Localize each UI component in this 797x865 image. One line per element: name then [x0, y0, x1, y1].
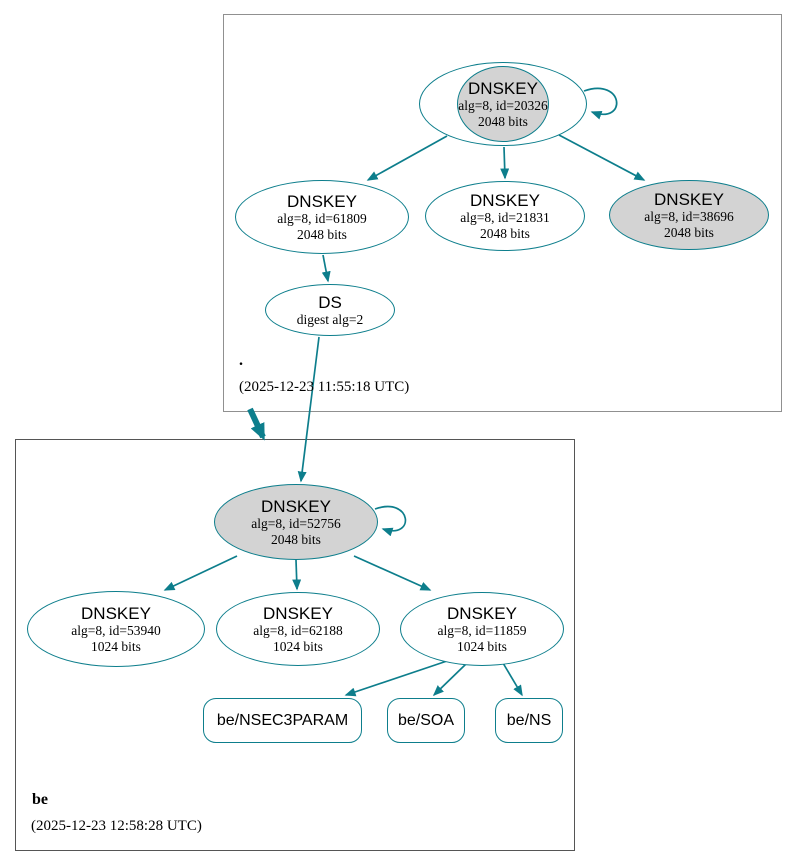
dnskey-node-20326-inner	[457, 66, 548, 142]
rrset-label: be/SOA	[397, 711, 455, 729]
ds-title: DS	[318, 292, 342, 312]
dnskey-node-62188[interactable]	[216, 592, 380, 666]
dnskey-bits: 1024 bits	[273, 638, 323, 654]
dnskey-node-21831[interactable]	[425, 181, 585, 251]
dnskey-bits: 2048 bits	[478, 113, 528, 129]
zone-label-root: .	[239, 352, 243, 369]
edge-delegation-root-to-be	[250, 409, 263, 437]
dnskey-title: DNSKEY	[263, 603, 333, 623]
dnskey-alg-id: alg=8, id=61809	[277, 210, 367, 226]
dnskey-bits: 2048 bits	[271, 531, 321, 547]
dnskey-title: DNSKEY	[287, 191, 357, 211]
dnskey-node-20326[interactable]	[419, 62, 587, 146]
dnskey-alg-id: alg=8, id=53940	[71, 622, 161, 638]
dnskey-alg-id: alg=8, id=11859	[437, 622, 527, 638]
dnskey-title: DNSKEY	[468, 78, 538, 98]
rrset-label: be/NS	[506, 711, 552, 729]
dnskey-alg-id: alg=8, id=20326	[458, 97, 548, 113]
dnskey-node-61809[interactable]	[235, 180, 409, 254]
dnskey-node-53940[interactable]	[27, 591, 205, 667]
dnskey-alg-id: alg=8, id=21831	[460, 209, 550, 225]
zone-timestamp-be: (2025-12-23 12:58:28 UTC)	[31, 818, 202, 834]
dnskey-bits: 2048 bits	[664, 224, 714, 240]
dnskey-bits: 2048 bits	[480, 225, 530, 241]
dnskey-node-38696[interactable]	[609, 180, 769, 250]
dnskey-node-11859[interactable]	[400, 592, 564, 666]
rrset-label: be/NSEC3PARAM	[216, 711, 349, 729]
dnskey-title: DNSKEY	[470, 190, 540, 210]
dnskey-node-52756[interactable]	[214, 484, 378, 560]
dnskey-bits: 1024 bits	[457, 638, 507, 654]
dnskey-bits: 1024 bits	[91, 638, 141, 654]
ds-digest: digest alg=2	[296, 311, 364, 327]
dnskey-title: DNSKEY	[81, 603, 151, 623]
rrset-node-ns[interactable]	[495, 698, 563, 743]
dnskey-title: DNSKEY	[654, 189, 724, 209]
dnskey-bits: 2048 bits	[297, 226, 347, 242]
dnskey-alg-id: alg=8, id=62188	[253, 622, 343, 638]
ds-node[interactable]	[265, 284, 395, 336]
dnskey-title: DNSKEY	[447, 603, 517, 623]
dnskey-alg-id: alg=8, id=38696	[644, 208, 734, 224]
dnskey-title: DNSKEY	[261, 496, 331, 516]
zone-label-be: be	[32, 791, 48, 808]
zone-timestamp-root: (2025-12-23 11:55:18 UTC)	[239, 379, 410, 395]
rrset-node-soa[interactable]	[387, 698, 465, 743]
rrset-node-nsec3param[interactable]	[203, 698, 362, 743]
dnskey-alg-id: alg=8, id=52756	[251, 515, 341, 531]
